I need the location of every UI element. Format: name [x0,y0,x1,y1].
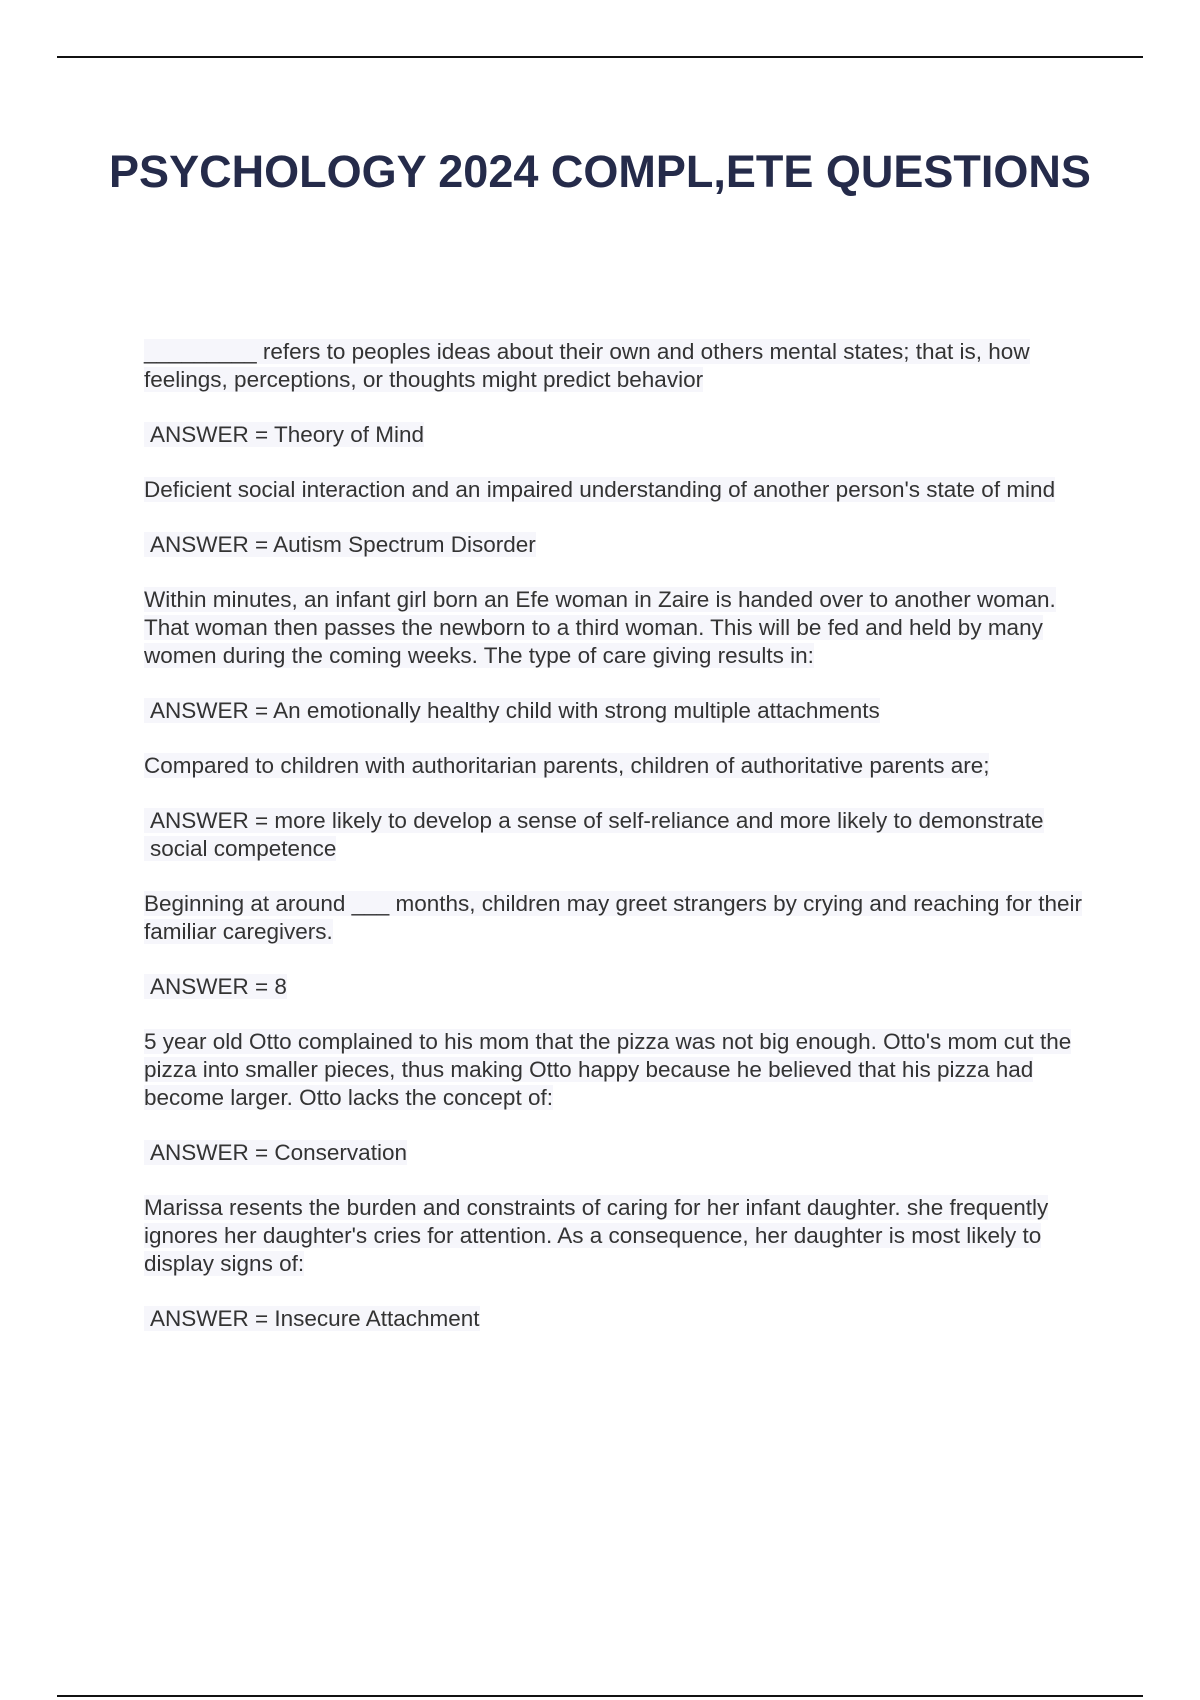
qa-item [144,586,1089,725]
question-text: Deficient social interaction and an impaired understanding of another person's state of mind [144,477,1056,502]
answer-text: ANSWER = 8 [144,974,287,999]
bottom-rule [57,1695,1143,1697]
qa-item [144,1194,1089,1333]
question-text: Marissa resents the burden and constraints of caring for her infant daughter. she frequently ignores her daughter's cries for attention. As a consequence, her daughter is most likely to display signs of: [144,1195,1049,1276]
top-rule [57,56,1143,58]
answer-text: ANSWER = more likely to develop a sense of self-reliance and more likely to demonstrate social competence [144,808,1044,861]
answer-text: ANSWER = Insecure Attachment [144,1306,480,1331]
question-text: 5 year old Otto complained to his mom that the pizza was not big enough. Otto's mom cut the pizza into smaller pieces, thus making Otto happy because he believed that his pizza had become larger. Otto lacks the concept of: [144,1029,1072,1110]
question-text: Beginning at around ___ months, children may greet strangers by crying and reaching for their familiar caregivers. [144,891,1083,944]
qa-item [144,476,1089,559]
question-text: _________ refers to peoples ideas about their own and others mental states; that is, how feelings, perceptions, or thoughts might predict behavior [144,339,1030,392]
qa-item [144,890,1089,1001]
qa-item [144,1028,1089,1167]
qa-list [144,338,1089,1360]
answer-text: ANSWER = Theory of Mind [144,422,424,447]
page-title: PSYCHOLOGY 2024 COMPL,ETE QUESTIONS [109,146,1091,197]
qa-item [144,338,1089,449]
answer-text: ANSWER = Conservation [144,1140,407,1165]
qa-item [144,752,1089,863]
answer-text: ANSWER = An emotionally healthy child with strong multiple attachments [144,698,880,723]
question-text: Within minutes, an infant girl born an Efe woman in Zaire is handed over to another woman. That woman then passes the newborn to a third woman. This will be fed and held by many women during the coming weeks. The type of care giving results in: [144,587,1056,668]
answer-text: ANSWER = Autism Spectrum Disorder [144,532,536,557]
question-text: Compared to children with authoritarian parents, children of authoritative parents are; [144,753,990,778]
